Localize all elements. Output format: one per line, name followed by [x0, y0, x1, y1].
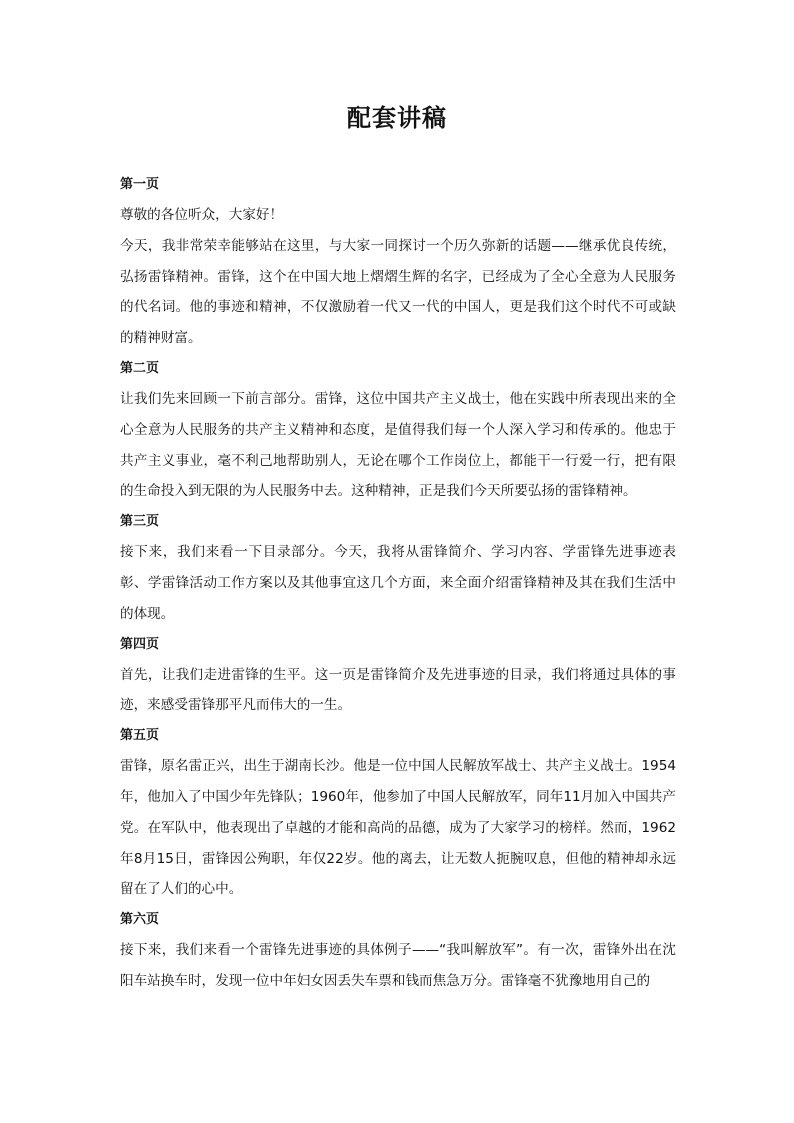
section-label: 第五页 — [120, 728, 160, 744]
section-page-4 — [120, 630, 676, 722]
document-body — [120, 170, 676, 997]
paragraph: 雷锋，原名雷正兴，出生于湖南长沙。他是一位中国人民解放军战士、共产主义战士。1954年，他加入了中国少年先锋队；1960年，他参加了中国人民解放军，同年11月加入中国共产党。在军队中，他表现出了卓越的才能和高尚的品德，成为了大家学习的榜样。然而，1962年8月15日，雷锋因公殉职，年仅22岁。他的离去，让无数人扼腕叹息，但他的精神却永远留在了人们的心中。 — [120, 758, 676, 898]
section-page-2 — [120, 354, 676, 507]
section-page-3 — [120, 507, 676, 629]
paragraph: 接下来，我们来看一个雷锋先进事迹的具体例子——“我叫解放军”。有一次，雷锋外出在沈阳车站换车时，发现一位中年妇女因丢失车票和钱而焦急万分。雷锋毫不犹豫地用自己的 — [120, 942, 676, 989]
section-page-5 — [120, 721, 676, 905]
section-label: 第六页 — [120, 912, 160, 928]
section-label: 第三页 — [120, 514, 160, 530]
paragraph: 今天，我非常荣幸能够站在这里，与大家一同探讨一个历久弥新的话题——继承优良传统，弘扬雷锋精神。雷锋，这个在中国大地上熠熠生辉的名字，已经成为了全心全意为人民服务的代名词。他的事迹和精神，不仅激励着一代又一代的中国人，更是我们这个时代不可或缺的精神财富。 — [120, 237, 676, 347]
paragraph: 让我们先来回顾一下前言部分。雷锋，这位中国共产主义战士，他在实践中所表现出来的全心全意为人民服务的共产主义精神和态度，是值得我们每一个人深入学习和传承的。他忠于共产主义事业，毫不利己地帮助别人，无论在哪个工作岗位上，都能干一行爱一行，把有限的生命投入到无限的为人民服务中去。这种精神，正是我们今天所要弘扬的雷锋精神。 — [120, 390, 676, 500]
paragraph: 接下来，我们来看一下目录部分。今天，我将从雷锋简介、学习内容、学雷锋先进事迹表彰、学雷锋活动工作方案以及其他事宜这几个方面，来全面介绍雷锋精神及其在我们生活中的体现。 — [120, 544, 676, 622]
section-label: 第二页 — [120, 360, 160, 376]
section-label: 第四页 — [120, 636, 160, 652]
section-page-1 — [120, 170, 676, 354]
document-title: 配套讲稿 — [347, 104, 447, 132]
section-label: 第一页 — [120, 177, 160, 192]
section-page-6 — [120, 905, 676, 997]
paragraph: 首先，让我们走进雷锋的生平。这一页是雷锋简介及先进事迹的目录，我们将通过具体的事迹，来感受雷锋那平凡而伟大的一生。 — [120, 666, 676, 714]
paragraph: 尊敬的各位听众，大家好！ — [120, 207, 284, 223]
